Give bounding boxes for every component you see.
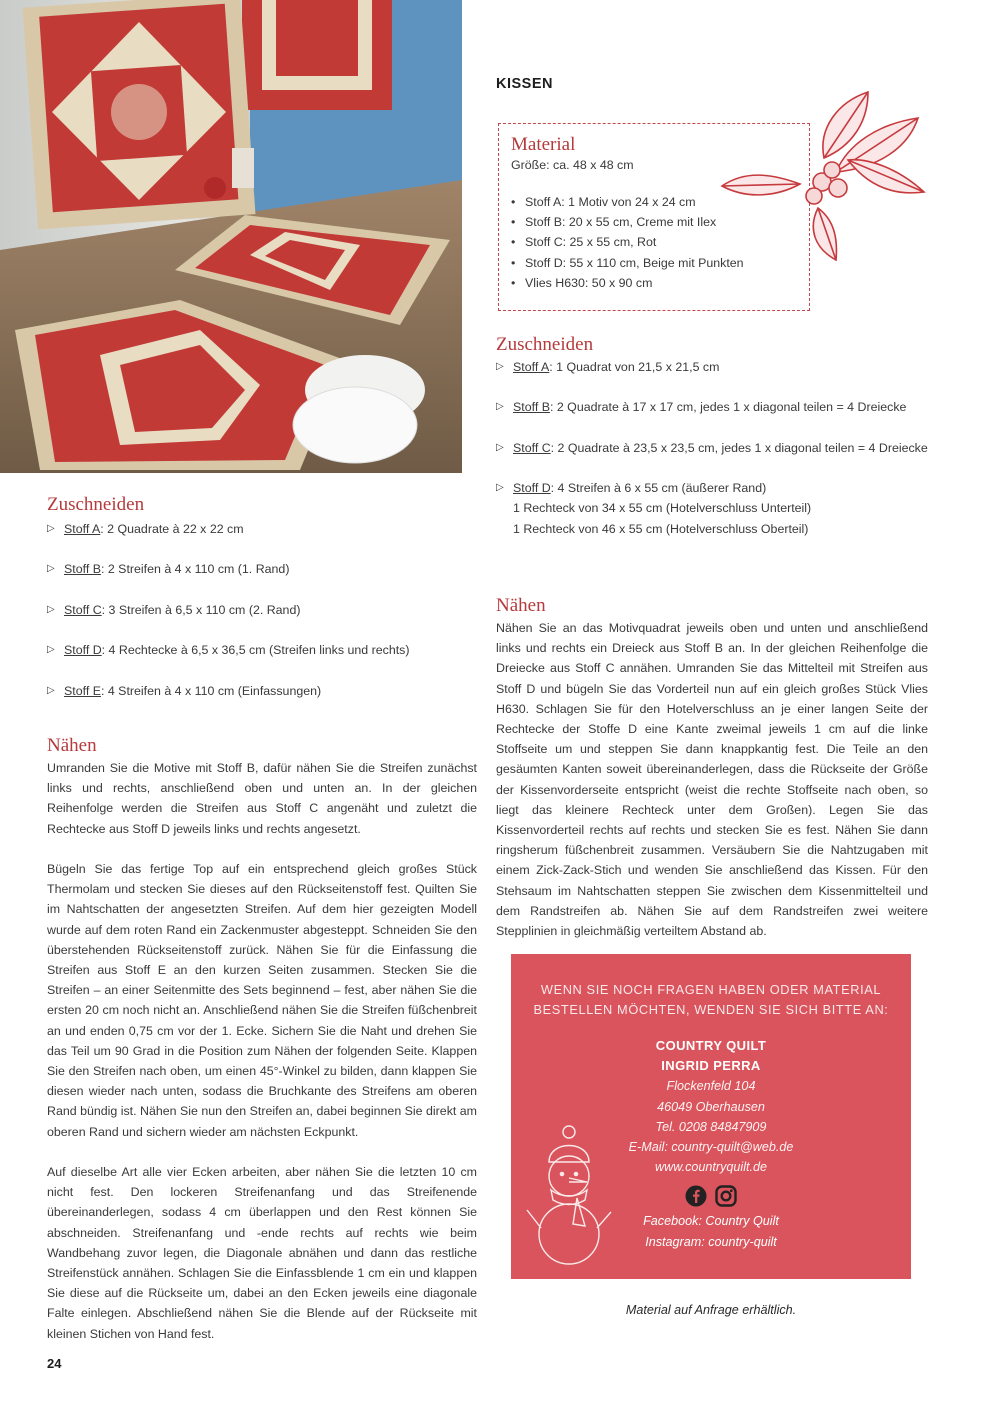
triangle-icon: ▷	[47, 523, 55, 534]
cut-text: : 3 Streifen à 6,5 x 110 cm (2. Rand)	[101, 602, 301, 617]
fabric-label: Stoff B	[513, 400, 550, 415]
list-item: • Stoff B: 20 x 55 cm, Creme mit Ilex	[511, 212, 797, 232]
photo-illustration	[0, 0, 462, 473]
cut-text: : 4 Streifen à 4 x 110 cm (Einfassungen)	[100, 683, 322, 698]
triangle-icon: ▷	[496, 482, 504, 494]
cut-text: : 2 Streifen à 4 x 110 cm (1. Rand)	[100, 562, 290, 577]
list-item	[47, 640, 477, 660]
contact-intro	[511, 980, 911, 1020]
paragraph: Nähen Sie an das Motivquadrat jeweils oben und unten und anschließend links und rechts ein Dreieck aus Stoff B an. In der gleichen Reihenfolge die Dreiecke aus Stoff C annähen. Umranden Sie das Mittelteil mit Streifen aus Stoff D und bügeln Sie das Vorderteil nun auf ein gleich großes Stück Vlies H630. Schlagen Sie für den Hotelverschluss an je einer langen Seite der Rechtecke der Stoffe D eine Kante zweimal jeweils 1 cm auf die linke Stoffseite um und steppen Sie dann knappkantig fest. Die Teile an den gesäumten Kanten soweit übereinanderlegen, dass die Rückseite der Größe der Kissenvorderseite entspricht (weist die rechte Stoffseite nach oben, so liegt das kleinere Rechteck unter dem Großen). Legen Sie das Kissenvorderteil rechts auf rechts und stecken Sie es fest. Nähen Sie dann ringsherum füßchenbreit zusammen. Versäubern Sie die Nahtzugaben mit einem Zick-Zack-Stich und wenden Sie anschließend das Kissen. Für den Stehsaum im Nahtschatten steppen Sie zwischen dem Kissenmittelteil und dem Randstreifen ab. Nähen Sie auf dem Randstreifen zwei weitere Stepplinien in gleichmäßig verteiltem Abstand ab.	[496, 621, 928, 939]
list-item	[47, 559, 477, 579]
list-item	[496, 438, 928, 458]
fabric-label: Stoff D	[64, 643, 102, 658]
section-title-kissen: KISSEN	[496, 76, 553, 92]
list-item	[496, 478, 928, 539]
facebook-handle[interactable]: Facebook: Country Quilt	[643, 1214, 779, 1229]
list-item: • Stoff C: 25 x 55 cm, Rot	[511, 232, 797, 252]
cut-text: : 1 Quadrat von 21,5 x 21,5 cm	[549, 360, 720, 374]
fabric-label: Stoff C	[513, 440, 551, 455]
triangle-icon: ▷	[47, 684, 55, 696]
contact-email[interactable]: E-Mail: country-quilt@web.de	[628, 1140, 794, 1155]
cut-text: : 2 Quadrate à 17 x 17 cm, jedes 1 x diagonal teilen = 4 Dreiecke	[549, 400, 907, 415]
triangle-icon: ▷	[496, 401, 504, 413]
contact-company	[511, 1036, 911, 1076]
cut-text: : 4 Rechtecke à 6,5 x 36,5 cm (Streifen links und rechts)	[101, 643, 410, 658]
cut-text-extra: 1 Rechteck von 34 x 55 cm (Hotelverschluss Unterteil)	[513, 501, 812, 516]
list-item: • Stoff D: 55 x 110 cm, Beige mit Punkten	[511, 253, 797, 273]
cut-text-extra: 1 Rechteck von 46 x 55 cm (Hotelverschluss Oberteil)	[513, 521, 809, 536]
triangle-icon: ▷	[496, 361, 504, 372]
left-naehen-body	[47, 758, 477, 1344]
paragraph: Umranden Sie die Motive mit Stoff B, dafür nähen Sie die Streifen zunächst links und rechts, anschließend oben und unten an. In der gleichen Reihenfolge werden die Streifen aus Stoff C angenäht und zuletzt die Rechtecke aus Stoff D jeweils links und rechts angesetzt.	[47, 761, 477, 836]
right-naehen-section	[496, 595, 928, 941]
list-item: • Stoff A: 1 Motiv von 24 x 24 cm	[511, 192, 797, 212]
cut-text: : 4 Streifen à 6 x 55 cm (äußerer Rand)	[550, 481, 767, 496]
triangle-icon: ▷	[47, 603, 55, 615]
fabric-label: Stoff D	[513, 481, 551, 496]
fabric-label: Stoff E	[64, 683, 101, 698]
paragraph: Bügeln Sie das fertige Top auf ein entsprechend gleich großes Stück Thermolam und stecken Sie dieses auf den Rückseitenstoff fest. Quilten Sie im Nahtschatten der angesetzten Streifen. Auf dem hier gezeigten Modell wurde auf dem roten Rand ein Zackenmuster abgesteppt. Schneiden Sie den überstehenden Rückseitenstoff zurück. Nähen Sie für die Einfassung die Streifen aus Stoff E an den kurzen Seiten zusammen. Stecken Sie die Streifen – an einer Seitenmitte des Sets beginnend – fest, aber nähen Sie die ersten 20 cm noch nicht an. Anschließend nähen Sie die Streifen füßchenbreit an und enden 0,75 cm vor der 1. Ecke. Sichern Sie die Naht und drehen Sie das Teil um 90 Grad in die Position zum Nähen der folgenden Seite. Klappen Sie den Streifen nach oben, um einen 45°-Winkel zu bilden, dann klappen Sie diesen wieder nach unten, sodass die Bruchkante des Streifens am oberen Rand bündig ist. Nähen Sie nun den Streifen an, dabei beginnen Sie direkt am oberen Rand und sichern wieder am nächsten Eckpunkt.	[47, 862, 477, 1139]
cut-text: : 2 Quadrate à 23,5 x 23,5 cm, jedes 1 x diagonal teilen = 4 Dreiecke	[550, 440, 928, 455]
list-item	[47, 519, 477, 539]
fabric-label: Stoff A	[64, 522, 101, 536]
list-item	[496, 357, 928, 377]
contact-intro-line: WENN SIE NOCH FRAGEN HABEN ODER MATERIAL	[540, 982, 882, 997]
left-zuschneiden-title: Zuschneiden	[47, 494, 145, 515]
triangle-icon: ▷	[47, 563, 55, 575]
fabric-label: Stoff A	[513, 360, 550, 374]
left-zuschneiden-section	[47, 494, 477, 721]
right-naehen-title: Nähen	[496, 595, 546, 616]
page-number: 24	[47, 1356, 62, 1371]
footnote: Material auf Anfrage erhältlich.	[625, 1303, 797, 1317]
left-cut-list	[47, 519, 477, 701]
material-size: Größe: ca. 48 x 48 cm	[511, 158, 634, 172]
list-item	[47, 681, 477, 701]
fabric-label: Stoff B	[64, 562, 101, 577]
list-item	[47, 600, 477, 620]
contact-website[interactable]: www.countryquilt.de	[655, 1160, 767, 1175]
right-zuschneiden-title: Zuschneiden	[496, 334, 594, 355]
right-zuschneiden-section	[496, 334, 928, 559]
contact-street: Flockenfeld 104	[666, 1079, 756, 1094]
cut-text: : 2 Quadrate à 22 x 22 cm	[100, 522, 244, 536]
instagram-icon[interactable]	[715, 1185, 737, 1207]
triangle-icon: ▷	[47, 644, 55, 656]
company-owner: INGRID PERRA	[661, 1058, 761, 1074]
right-cut-list	[496, 357, 928, 539]
right-naehen-body	[496, 618, 928, 941]
list-item	[496, 397, 928, 417]
contact-intro-line: BESTELLEN MÖCHTEN, WENDEN SIE SICH BITTE AN:	[533, 1002, 889, 1017]
instagram-handle[interactable]: Instagram: country-quilt	[645, 1234, 777, 1249]
facebook-icon[interactable]	[685, 1185, 707, 1207]
snowman-illustration	[525, 1118, 613, 1268]
contact-city: 46049 Oberhausen	[657, 1099, 765, 1114]
contact-phone: Tel. 0208 84847909	[655, 1119, 767, 1134]
list-item: • Vlies H630: 50 x 90 cm	[511, 273, 797, 293]
left-naehen-title: Nähen	[47, 735, 97, 756]
material-title: Material	[511, 134, 576, 155]
product-photo	[0, 0, 462, 473]
paragraph: Auf dieselbe Art alle vier Ecken arbeiten, aber nähen Sie die letzten 10 cm nicht fest. Den lockeren Streifenanfang und das Streifenende übereinanderlegen, sodass 4 cm überlappen und den Rest können Sie abschneiden. Streifenanfang und -ende rechts auf rechts wie beim Wandbehang zuvor legen, die Diagonale abnähen und dann das restliche Streifenstück annähen. Schlagen Sie die Einfassblende 1 cm ein und klappen Sie diese auf die Rückseite um, dabei an den Ecken jeweils eine diagonale Falte einlegen. Abschließend nähen Sie die Blende auf der Rückseite mit kleinen Stichen von Hand fest.	[47, 1165, 477, 1341]
holly-illustration	[718, 88, 930, 264]
company-name: COUNTRY QUILT	[655, 1038, 767, 1053]
triangle-icon: ▷	[496, 441, 504, 453]
fabric-label: Stoff C	[64, 602, 102, 617]
left-naehen-section	[47, 735, 477, 1344]
